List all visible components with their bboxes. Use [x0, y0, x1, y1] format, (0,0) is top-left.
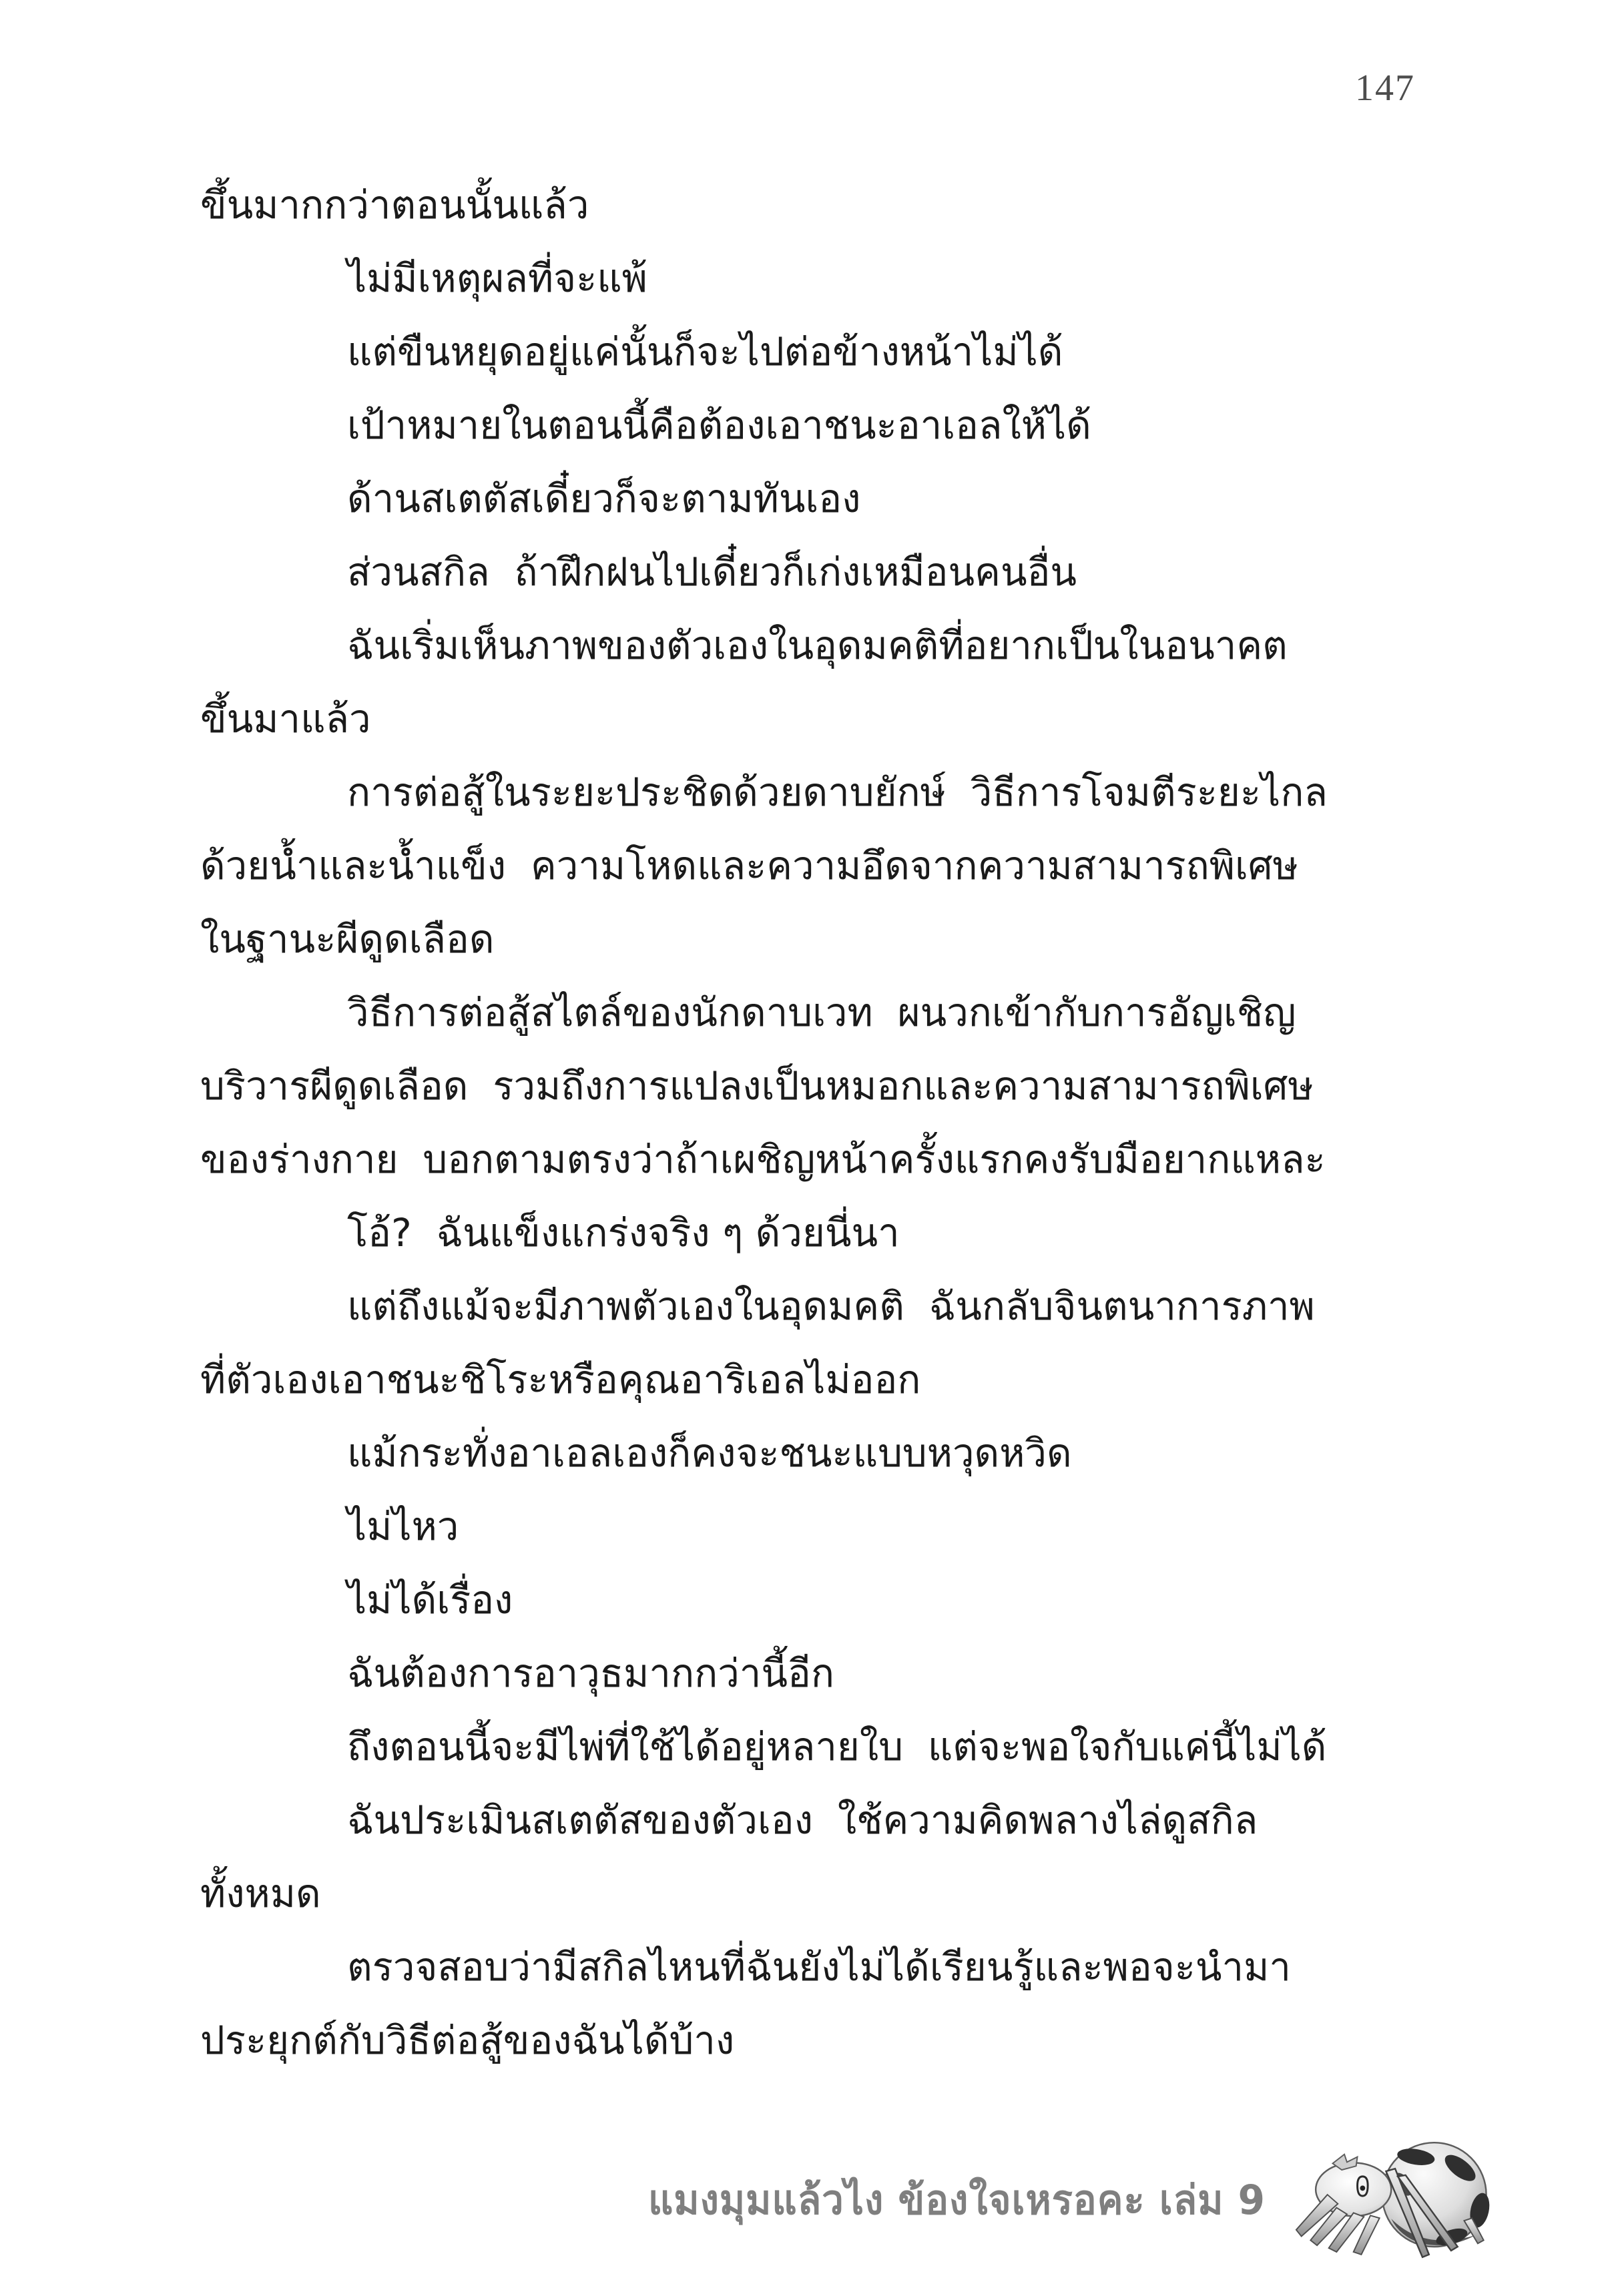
text-line: โอ้? ฉันแข็งแกร่งจริง ๆ ด้วยนี่นา [347, 1210, 900, 1255]
text-line: ถึงตอนนี้จะมีไพ่ที่ใช้ได้อยู่หลายใบ แต่จะพอใจกับแค่นี้ไม่ได้ [347, 1724, 1327, 1769]
text-line: ในฐานะผีดูดเลือด [200, 916, 495, 962]
text-line: แม้กระทั่งอาเอลเองก็คงจะชนะแบบหวุดหวิด [347, 1430, 1072, 1476]
text-line: ทั้งหมด [200, 1871, 321, 1916]
text-line: การต่อสู้ในระยะประชิดด้วยดาบยักษ์ วิธีการโจมตีระยะไกล [347, 770, 1328, 815]
text-line: เป้าหมายในตอนนี้คือต้องเอาชนะอาเอลให้ได้ [347, 402, 1091, 448]
text-line: วิธีการต่อสู้สไตล์ของนักดาบเวท ผนวกเข้ากับการอัญเชิญ [347, 990, 1296, 1035]
text-line: ที่ตัวเองเอาชนะชิโระหรือคุณอาริเอลไม่ออก [200, 1357, 921, 1402]
text-line: ฉันประเมินสเตตัสของตัวเอง ใช้ความคิดพลางไล่ดูสกิล [347, 1797, 1258, 1843]
text-line: ขึ้นมาแล้ว [200, 696, 371, 742]
text-line: ตรวจสอบว่ามีสกิลไหนที่ฉันยังไม่ได้เรียนรู้และพอจะนำมา [347, 1944, 1291, 1990]
text-line: แต่ขืนหยุดอยู่แค่นั้นก็จะไปต่อข้างหน้าไม่ได้ [347, 329, 1063, 374]
footer-book-title: แมงมุมแล้วไง ข้องใจเหรอคะ เล่ม 9 [647, 2175, 1266, 2224]
page-footer [0, 2137, 1502, 2261]
text-line: แต่ถึงแม้จะมีภาพตัวเองในอุดมคติ ฉันกลับจินตนาการภาพ [347, 1283, 1315, 1329]
text-line: ขึ้นมากกว่าตอนนั้นแล้ว [200, 182, 589, 228]
text-line: ไม่ไหว [347, 1504, 459, 1549]
text-line: ไม่ได้เรื่อง [347, 1577, 513, 1623]
text-line: บริวารผีดูดเลือด รวมถึงการแปลงเป็นหมอกและความสามารถพิเศษ [200, 1063, 1314, 1109]
text-line: ส่วนสกิล ถ้าฝึกฝนไปเดี๋ยวก็เก่งเหมือนคนอื่น [347, 549, 1077, 595]
text-line: ของร่างกาย บอกตามตรงว่าถ้าเผชิญหน้าครั้งแรกคงรับมือยากแหละ [200, 1137, 1326, 1182]
text-line: ไม่มีเหตุผลที่จะแพ้ [347, 256, 647, 301]
spider-mascot-icon [1294, 2137, 1502, 2261]
body-text [200, 168, 1529, 2077]
text-line: ประยุกต์กับวิธีต่อสู้ของฉันได้บ้าง [200, 2018, 735, 2063]
text-line: ฉันเริ่มเห็นภาพของตัวเองในอุดมคติที่อยากเป็นในอนาคต [347, 623, 1288, 668]
text-line: ฉันต้องการอาวุธมากกว่านี้อีก [347, 1651, 834, 1696]
text-line: ด้วยน้ำและน้ำแข็ง ความโหดและความอึดจากความสามารถพิเศษ [200, 843, 1298, 888]
page-number: 147 [1355, 67, 1415, 109]
text-line: ด้านสเตตัสเดี๋ยวก็จะตามทันเอง [347, 476, 861, 521]
